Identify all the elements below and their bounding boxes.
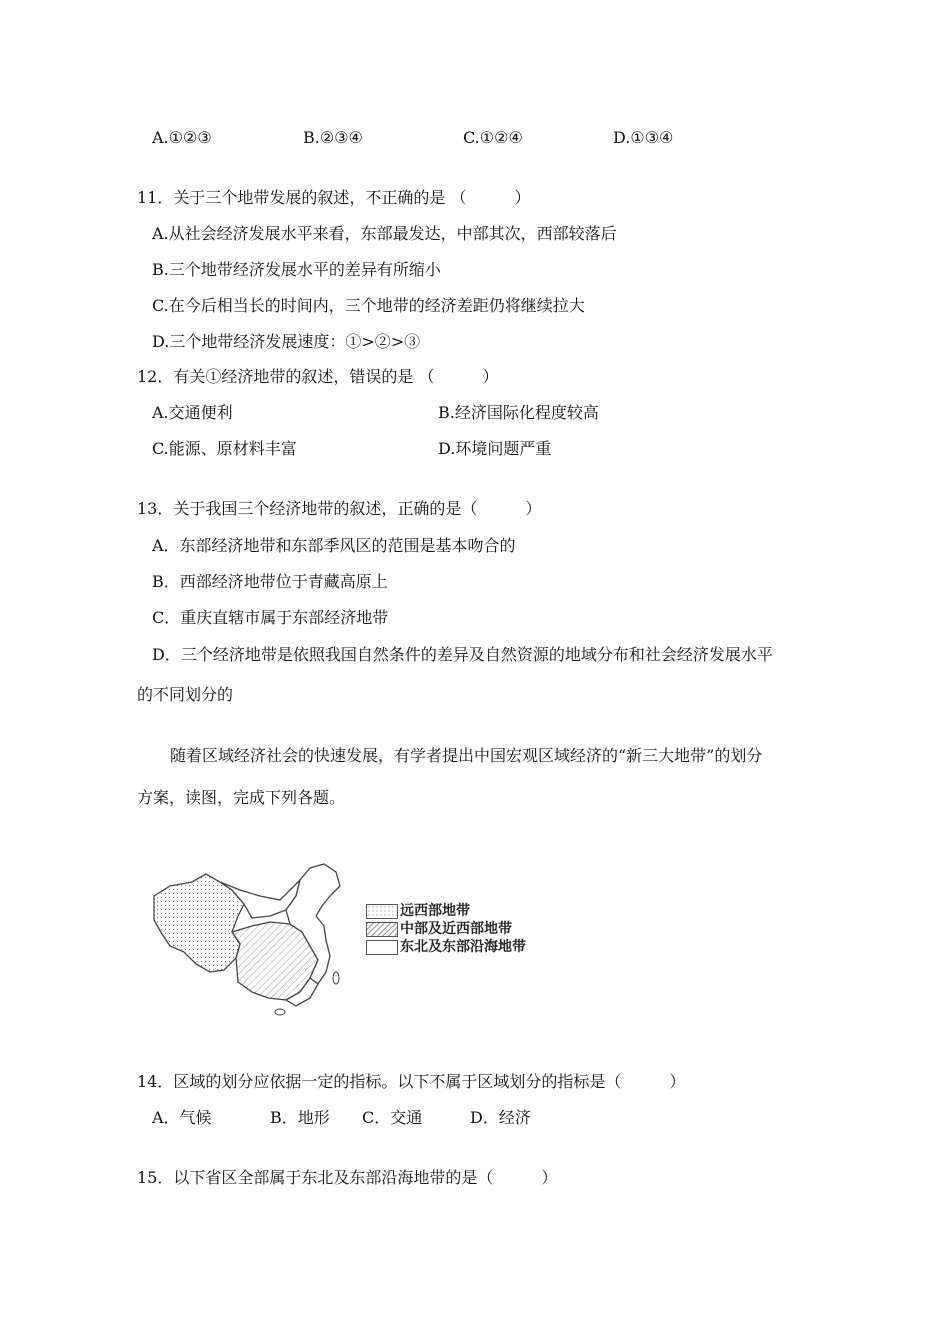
q12-option-a: A.交通便利	[152, 403, 233, 422]
taiwan-island	[333, 972, 339, 984]
q13-option-c: C．重庆直辖市属于东部经济地带	[152, 608, 389, 627]
q13-option-d: D．三个经济地带是依照我国自然条件的差异及自然资源的地域分布和社会经济发展水平	[152, 645, 773, 664]
hainan-island	[275, 1009, 285, 1015]
q15-stem: 15．以下省区全部属于东北及东部沿海地带的是（ ）	[137, 1168, 558, 1187]
legend-dot-swatch	[366, 904, 398, 919]
q10-option-d: D.①③④	[613, 128, 674, 147]
q11-option-c: C.在今后相当长的时间内，三个地带的经济差距仍将继续拉大	[152, 296, 585, 315]
legend-northeast-east-coast-label: 东北及东部沿海地带	[400, 939, 526, 955]
q11-option-d: D.三个地带经济发展速度：①>②>③	[152, 332, 421, 351]
q11-option-b: B.三个地带经济发展水平的差异有所缩小	[152, 260, 441, 279]
q10-option-a: A.①②③	[152, 128, 212, 147]
china-economic-belts-map	[140, 860, 540, 1020]
passage-line-2: 方案，读图，完成下列各题。	[137, 788, 346, 807]
legend-hatch-swatch	[366, 922, 398, 937]
passage-line-1: 随着区域经济社会的快速发展，有学者提出中国宏观区域经济的“新三大地带”的划分	[170, 746, 763, 765]
legend-central-near-west-label: 中部及近西部地带	[400, 921, 512, 937]
q13-option-d-continuation: 的不同划分的	[137, 685, 234, 704]
legend-blank-swatch	[366, 940, 398, 955]
q11-stem: 11．关于三个地带发展的叙述，不正确的是 （ ）	[137, 188, 531, 207]
q14-stem: 14．区域的划分应依据一定的指标。以下不属于区域划分的指标是（ ）	[137, 1072, 686, 1091]
q10-option-b: B.②③④	[303, 128, 363, 147]
q13-option-a: A．东部经济地带和东部季风区的范围是基本吻合的	[152, 536, 516, 555]
q12-option-c: C.能源、原材料丰富	[152, 439, 297, 458]
q13-stem: 13．关于我国三个经济地带的叙述，正确的是（ ）	[137, 499, 542, 518]
q14-option-d: D．经济	[470, 1108, 531, 1127]
q14-option-b: B．地形	[270, 1108, 330, 1127]
q10-option-c: C.①②④	[463, 128, 523, 147]
q11-option-a: A.从社会经济发展水平来看，东部最发达，中部其次，西部较落后	[152, 224, 617, 243]
china-map-graphic	[140, 860, 360, 1020]
q12-option-b: B.经济国际化程度较高	[438, 403, 599, 422]
q12-option-d: D.环境问题严重	[438, 439, 552, 458]
legend-far-west-label: 远西部地带	[400, 903, 470, 919]
q14-option-c: C．交通	[362, 1108, 423, 1127]
q13-option-b: B．西部经济地带位于青藏高原上	[152, 572, 388, 591]
q12-stem: 12．有关①经济地带的叙述，错误的是 （ ）	[137, 367, 499, 386]
q14-option-a: A．气候	[152, 1108, 212, 1127]
